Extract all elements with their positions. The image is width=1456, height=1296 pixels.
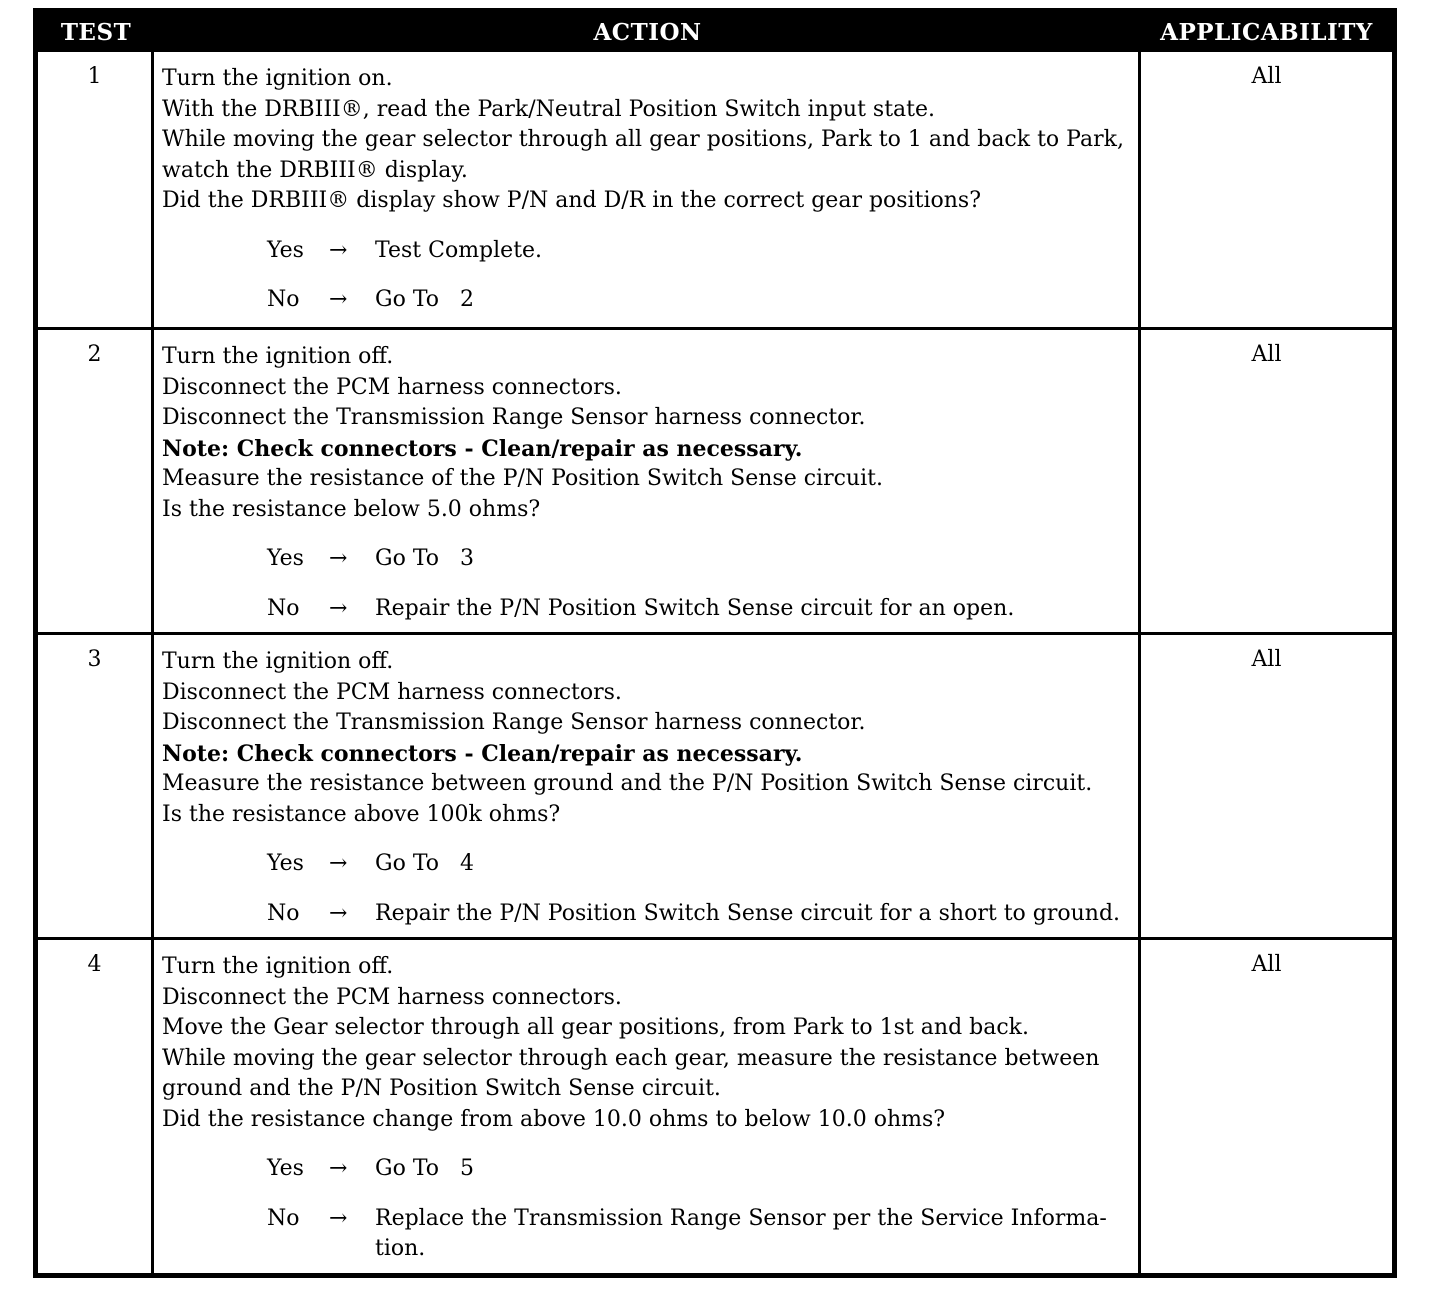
yes-result: Go To 5: [375, 1156, 474, 1181]
action-line: Disconnect the Transmission Range Sensor harness connector.: [162, 405, 866, 430]
action-line: Is the resistance below 5.0 ohms?: [162, 496, 541, 522]
action-cell: [154, 330, 1141, 632]
action-line: Turn the ignition off.: [162, 954, 394, 979]
test-number: 2: [38, 330, 154, 632]
diagnostic-table: [33, 8, 1397, 1278]
no-label: No: [267, 1205, 300, 1231]
yes-label: Yes: [267, 546, 304, 571]
no-label: No: [267, 900, 300, 926]
no-branch: [162, 285, 1132, 316]
no-branch: [162, 594, 1132, 625]
table-row: [38, 937, 1392, 1273]
action-line: Turn the ignition off.: [162, 344, 394, 369]
test-number: 1: [38, 52, 154, 327]
right-arrow-icon: →: [329, 851, 348, 876]
table-body: [38, 52, 1392, 1273]
applicability-cell: All: [1251, 647, 1282, 672]
table-row: [38, 52, 1392, 327]
yes-branch: [162, 236, 1132, 267]
no-result: Repair the P/N Position Switch Sense circuit for a short to ground.: [375, 900, 1121, 926]
action-line: Turn the ignition off.: [162, 649, 394, 674]
yes-branch: [162, 544, 1132, 575]
no-result: Replace the Transmission Range Sensor per the Service Informa- tion.: [375, 1205, 1114, 1261]
yes-result: Go To 4: [375, 851, 474, 876]
action-cell: [154, 940, 1141, 1273]
action-line: While moving the gear selector through each gear, measure the resistance between: [162, 1045, 1100, 1071]
action-line: Disconnect the PCM harness connectors.: [162, 679, 622, 705]
action-line: Is the resistance above 100k ohms?: [162, 801, 561, 827]
right-arrow-icon: →: [329, 595, 348, 621]
header-test: TEST: [60, 19, 132, 46]
right-arrow-icon: →: [329, 287, 348, 312]
no-branch: [162, 899, 1132, 930]
no-label: No: [267, 595, 300, 621]
yes-result: Go To 3: [375, 546, 474, 571]
yes-branch: [162, 1154, 1132, 1185]
action-line: ground and the P/N Position Switch Sense circuit.: [162, 1076, 721, 1101]
right-arrow-icon: →: [329, 1205, 348, 1231]
action-line: Move the Gear selector through all gear positions, from Park to 1st and back.: [162, 1015, 1029, 1040]
no-branch: [162, 1204, 1132, 1265]
action-line: Disconnect the Transmission Range Sensor harness connector.: [162, 710, 866, 735]
no-result: Repair the P/N Position Switch Sense circuit for an open.: [375, 595, 1015, 621]
yes-branch: [162, 849, 1132, 880]
note-line: Note: Check connectors - Clean/repair as necessary.: [162, 740, 803, 767]
applicability-cell: All: [1251, 64, 1282, 89]
right-arrow-icon: →: [329, 1156, 348, 1181]
action-line: watch the DRBIII® display.: [162, 157, 468, 183]
no-result: Go To 2: [375, 287, 474, 312]
table-row: [38, 632, 1392, 937]
header-applicability: APPLICABILITY: [1160, 19, 1373, 46]
test-number: 3: [38, 635, 154, 937]
action-cell: [154, 52, 1141, 327]
action-line: Did the DRBIII® display show P/N and D/R in the correct gear positions?: [162, 188, 981, 213]
header-action: ACTION: [593, 19, 702, 46]
yes-label: Yes: [267, 237, 304, 263]
action-line: While moving the gear selector through all gear positions, Park to 1 and back to Park,: [162, 127, 1124, 152]
action-cell: [154, 635, 1141, 937]
note-line: Note: Check connectors - Clean/repair as necessary.: [162, 435, 803, 462]
no-label: No: [267, 287, 300, 312]
test-number: 4: [38, 940, 154, 1273]
table-header: [38, 13, 1392, 52]
action-line: Did the resistance change from above 10.0 ohms to below 10.0 ohms?: [162, 1106, 946, 1132]
action-line: Measure the resistance of the P/N Position Switch Sense circuit.: [162, 466, 883, 491]
action-line: Turn the ignition on.: [162, 66, 393, 91]
yes-result: Test Complete.: [375, 237, 543, 263]
right-arrow-icon: →: [329, 900, 348, 926]
action-line: With the DRBIII®, read the Park/Neutral Position Switch input state.: [162, 96, 936, 122]
right-arrow-icon: →: [329, 546, 348, 571]
yes-label: Yes: [267, 1156, 304, 1181]
action-line: Disconnect the PCM harness connectors.: [162, 374, 622, 400]
yes-label: Yes: [267, 851, 304, 876]
action-line: Measure the resistance between ground and the P/N Position Switch Sense circuit.: [162, 771, 1093, 796]
action-line: Disconnect the PCM harness connectors.: [162, 984, 622, 1010]
applicability-cell: All: [1251, 342, 1282, 367]
right-arrow-icon: →: [329, 237, 348, 263]
table-row: [38, 327, 1392, 632]
applicability-cell: All: [1251, 952, 1282, 977]
